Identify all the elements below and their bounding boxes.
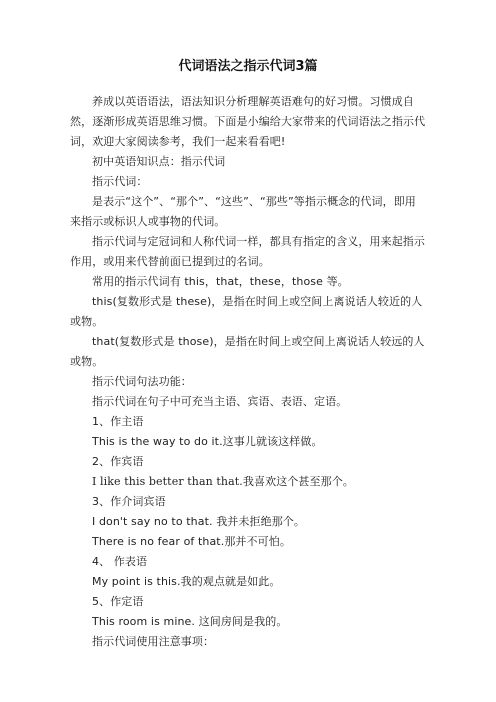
example-sentence: My point is this.我的观点就是如此。 (92, 575, 281, 588)
document-title: 代词语法之指示代词3篇 (178, 59, 318, 74)
list-heading: 5、作定语 (92, 595, 144, 608)
example-sentence: This room is mine. 这间房间是我的。 (92, 615, 288, 628)
paragraph: 是表示“这个”、“那个”、“这些”、“那些”等指示概念的代词，即用来指示或标识人或事物的代词。 (70, 195, 416, 228)
example-sentence: I don't say no to that. 我并未拒绝那个。 (92, 515, 306, 528)
subheading: 指示代词： (92, 175, 148, 188)
example-sentence: There is no fear of that.那并不可怕。 (92, 535, 291, 548)
list-heading: 4、 作表语 (92, 555, 148, 568)
list-heading: 1、作主语 (92, 415, 144, 428)
example-sentence: This is the way to do it.这事儿就该这样做。 (92, 435, 323, 448)
paragraph: this(复数形式是 these)，是指在时间上或空间上离说话人较近的人或物。 (70, 295, 423, 328)
intro-paragraph: 养成以英语语法，语法知识分析理解英语难句的好习惯。习惯成自然，逐渐形成英语思维习惯。下面是小编给大家带来的代词语法之指示代词，欢迎大家阅读参考，我们一起来看看吧! (70, 95, 426, 148)
list-heading: 3、作介词宾语 (92, 495, 166, 508)
list-heading: 2、作宾语 (92, 455, 144, 468)
section-heading: 初中英语知识点：指示代词 (92, 155, 226, 168)
example-sentence: I like this better than that.我喜欢这个甚至那个。 (92, 475, 354, 488)
paragraph: 指示代词在句子中可充当主语、宾语、表语、定语。 (92, 395, 348, 408)
paragraph: 常用的指示代词有 this，that，these，those 等。 (92, 275, 349, 288)
section-heading: 指示代词使用注意事项： (92, 635, 215, 648)
subheading: 指示代词句法功能： (92, 375, 192, 388)
paragraph: that(复数形式是 those)，是指在时间上或空间上离说话人较远的人或物。 (70, 335, 425, 368)
paragraph: 指示代词与定冠词和人称代词一样，都具有指定的含义，用来起指示作用，或用来代替前面已提到过的名词。 (70, 235, 425, 268)
